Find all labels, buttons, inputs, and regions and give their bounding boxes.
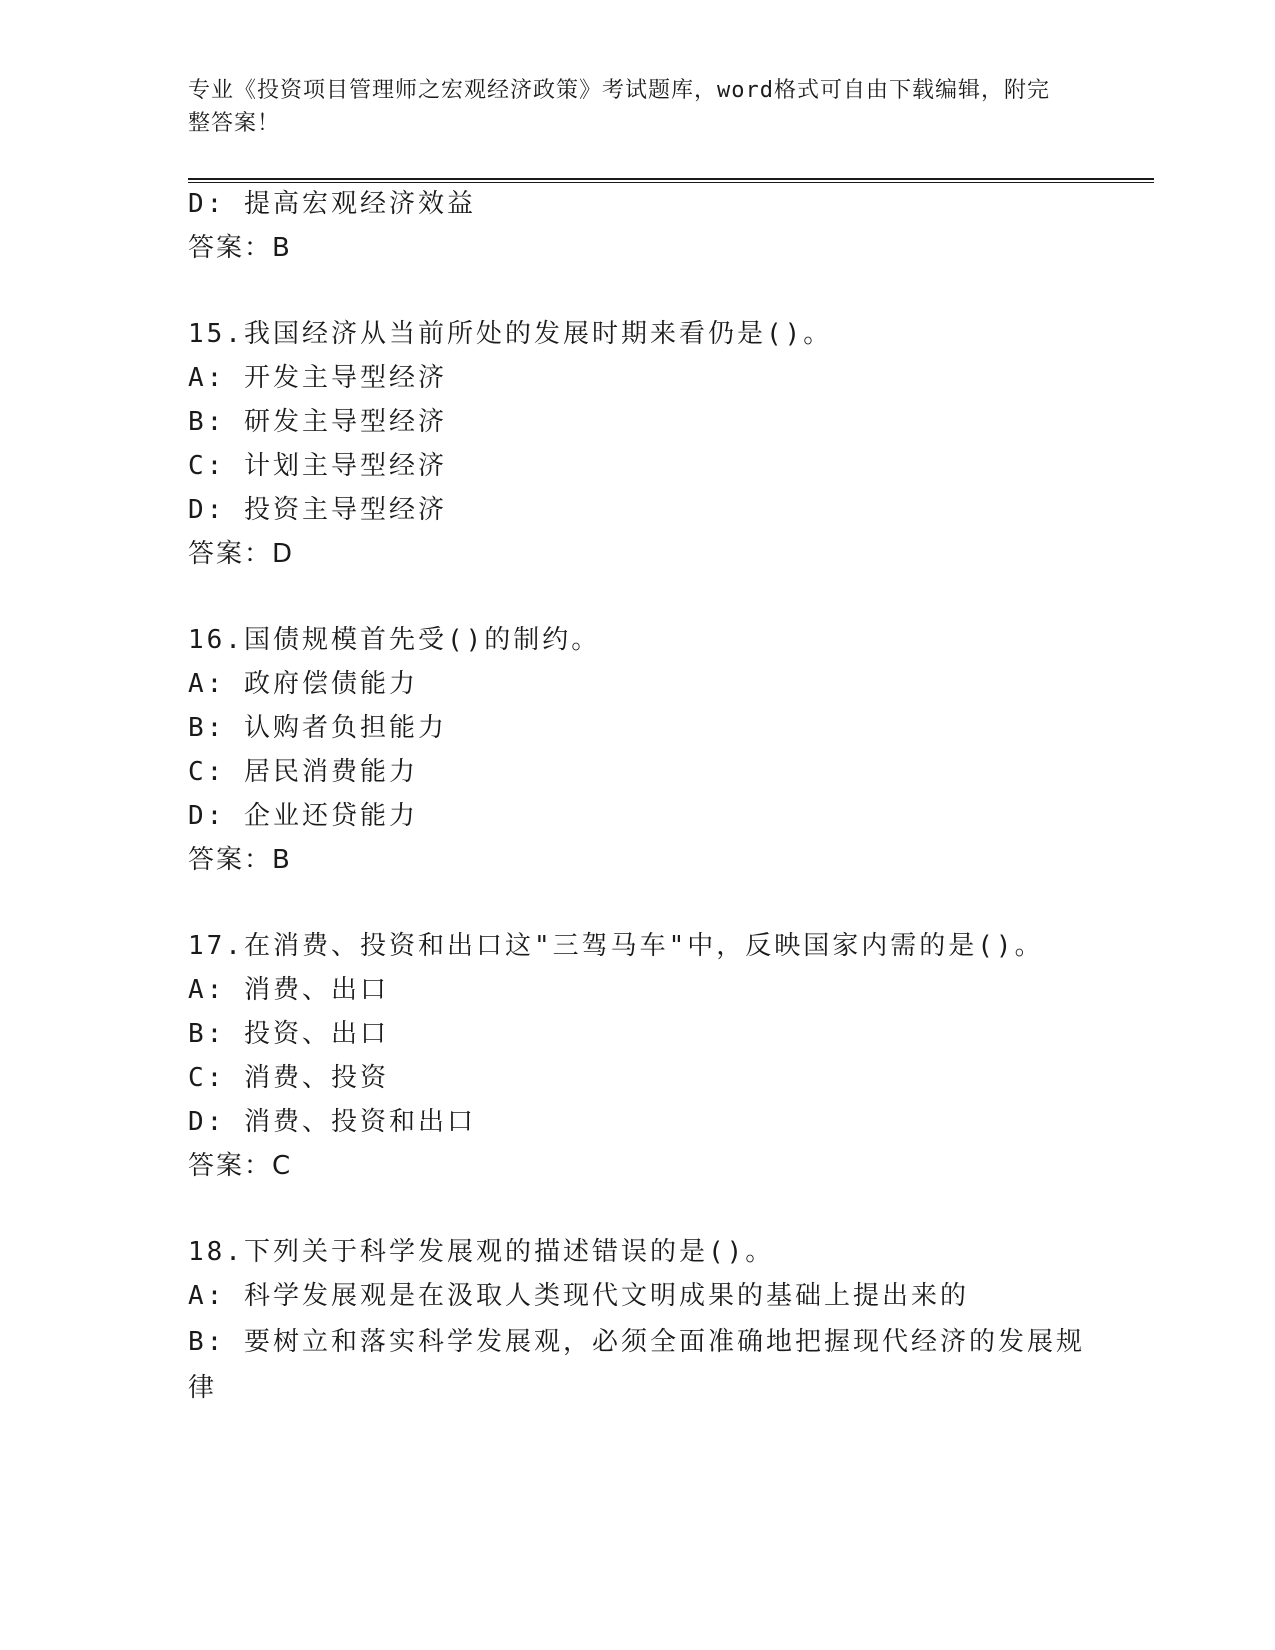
question-17-option-d: D: 消费、投资和出口 [188, 1107, 476, 1137]
question-18-stem: 18.下列关于科学发展观的描述错误的是()。 [188, 1237, 775, 1267]
header-divider [188, 178, 1154, 183]
question-15-option-b: B: 研发主导型经济 [188, 407, 447, 437]
question-16-option-c: C: 居民消费能力 [188, 757, 418, 787]
question-17-option-a: A: 消费、出口 [188, 975, 389, 1005]
question-16-option-a: A: 政府偿债能力 [188, 669, 418, 699]
question-15-answer: 答案：D [188, 539, 295, 569]
question-15-option-c: C: 计划主导型经济 [188, 451, 447, 481]
question-17-option-b: B: 投资、出口 [188, 1019, 389, 1049]
page-header: 专业《投资项目管理师之宏观经济政策》考试题库，word格式可自由下载编辑，附完整答案！ [188, 78, 1050, 136]
prev-answer: 答案：B [188, 233, 292, 263]
question-17-option-c: C: 消费、投资 [188, 1063, 389, 1093]
question-17-answer: 答案：C [188, 1151, 293, 1181]
prev-option-d: D: 提高宏观经济效益 [188, 189, 476, 219]
question-15-stem: 15.我国经济从当前所处的发展时期来看仍是()。 [188, 319, 833, 349]
question-16-option-b: B: 认购者负担能力 [188, 713, 447, 743]
question-16-answer: 答案：B [188, 845, 292, 875]
question-15-option-d: D: 投资主导型经济 [188, 495, 447, 525]
question-18-option-a: A: 科学发展观是在汲取人类现代文明成果的基础上提出来的 [188, 1281, 969, 1311]
question-16-stem: 16.国债规模首先受()的制约。 [188, 625, 601, 655]
question-15-option-a: A: 开发主导型经济 [188, 363, 447, 393]
question-16-option-d: D: 企业还贷能力 [188, 801, 418, 831]
question-17-stem: 17.在消费、投资和出口这"三驾马车"中，反映国家内需的是()。 [188, 931, 1044, 961]
question-18-option-b: B: 要树立和落实科学发展观，必须全面准确地把握现代经济的发展规律 [188, 1327, 1085, 1403]
